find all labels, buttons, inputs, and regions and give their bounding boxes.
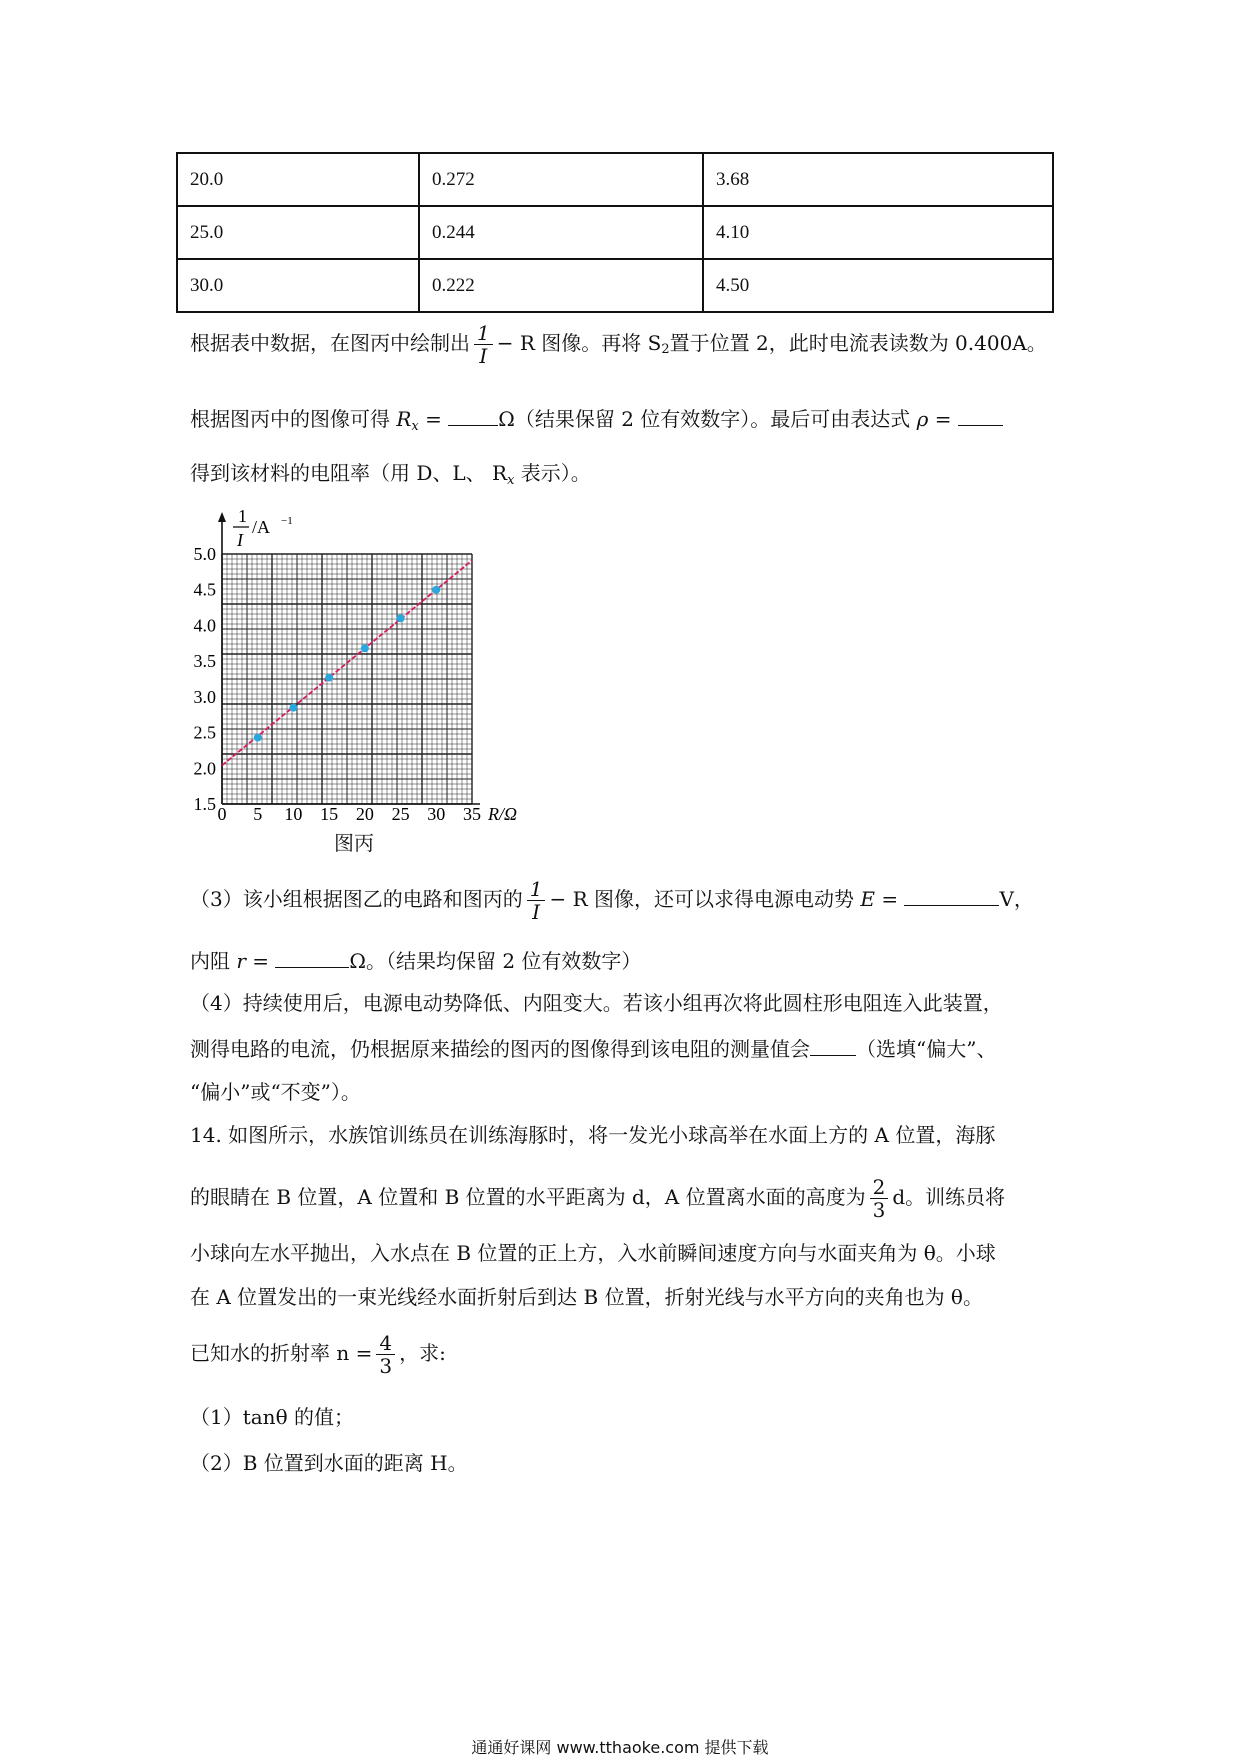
fraction-denominator: 3 [379, 1354, 393, 1378]
table-row [177, 153, 1053, 206]
math-symbol: E [860, 887, 875, 911]
text-span: Ω。（结果均保留 2 位有效数字） [349, 949, 642, 973]
table-row [177, 206, 1053, 259]
fraction-4-over-3 [376, 1332, 395, 1377]
fraction-2-over-3 [870, 1176, 889, 1221]
table-cell: 0.272 [419, 153, 703, 206]
chart-figure [180, 500, 540, 830]
text-span: ，求: [399, 1341, 446, 1365]
math-symbol: R [396, 407, 412, 431]
fraction-numerator: 2 [870, 1176, 889, 1199]
fraction-1-over-i [474, 322, 493, 367]
fraction-numerator: 1 [474, 322, 493, 345]
table-body [177, 153, 1053, 312]
text-span: 表示）。 [514, 461, 591, 485]
y-tick-label: 4.0 [193, 615, 216, 636]
table-cell: 20.0 [177, 153, 419, 206]
table-cell: 0.222 [419, 259, 703, 312]
question-14-subquestion-2: （2）B 位置到水面的距离 H。 [190, 1451, 468, 1475]
paragraph-rx-question [190, 406, 1003, 436]
paragraph-plot-instruction [190, 322, 1047, 367]
question-14-subquestion-1: （1）tanθ 的值； [190, 1405, 354, 1429]
x-tick-label: 5 [253, 804, 263, 824]
question-4-line-2 [190, 1036, 996, 1062]
y-axis-arrow [218, 512, 226, 522]
y-tick-label: 5.0 [193, 544, 216, 564]
data-table [176, 152, 1054, 313]
text-span: = [874, 887, 905, 911]
y-tick-label: 2.5 [193, 722, 216, 743]
y-tick-label: 1.5 [193, 794, 216, 814]
text-span: = [245, 949, 276, 973]
fraction-1-over-i [527, 878, 546, 923]
paragraph-resistivity [190, 460, 591, 490]
answer-blank-measurement[interactable] [810, 1055, 856, 1056]
data-point [254, 734, 262, 742]
answer-blank-rx[interactable] [448, 425, 498, 426]
y-label-superscript: −1 [281, 515, 293, 527]
y-tick-label: 2.0 [193, 758, 216, 779]
text-span: − R 图像。再将 S [496, 331, 662, 355]
question-4-line-1: （4）持续使用后，电源电动势降低、内阻变大。若该小组再次将此圆柱形电阻连入此装置， [190, 991, 1003, 1015]
text-span: d。训练员将 [892, 1185, 1006, 1209]
chart-axes [218, 512, 480, 804]
x-tick-label: 0 [217, 804, 227, 824]
subscript: x [411, 419, 419, 434]
y-axis-label [233, 506, 293, 550]
data-point [432, 586, 440, 594]
chart-caption: 图丙 [334, 831, 374, 855]
x-tick-label: 25 [391, 804, 410, 824]
text-span: （3）该小组根据图乙的电路和图丙的 [190, 887, 523, 911]
x-axis-label: R/Ω [488, 804, 518, 824]
text-span: 测得电路的电流，仍根据原来描绘的图丙的图像得到该电阻的测量值会 [190, 1037, 810, 1061]
answer-blank-internal-resistance[interactable] [275, 967, 349, 968]
fraction-denominator: I [532, 900, 541, 924]
data-point [325, 674, 333, 682]
text-span: 根据表中数据，在图丙中绘制出 [190, 331, 470, 355]
question-14-line-3: 小球向左水平抛出，入水点在 B 位置的正上方，入水前瞬间速度方向与水面夹角为 θ。小球 [190, 1241, 996, 1265]
question-14-line-1: 14. 如图所示，水族馆训练员在训练海豚时，将一发光小球高举在水面上方的 A 位置，海豚 [190, 1123, 996, 1147]
text-span: 内阻 [190, 949, 237, 973]
data-point [361, 644, 369, 652]
data-point [289, 704, 297, 712]
footer-credit: 通通好课网 www.tthaoke.com 提供下载 [471, 1738, 769, 1757]
answer-blank-emf[interactable] [904, 905, 999, 906]
table-cell: 4.50 [703, 259, 1053, 312]
y-label-denominator: I [237, 530, 243, 550]
x-tick-label: 10 [284, 804, 303, 824]
table-cell: 0.244 [419, 206, 703, 259]
text-span: = [418, 407, 449, 431]
x-tick-label: 35 [463, 804, 481, 824]
fraction-denominator: 3 [872, 1198, 886, 1222]
question-3-line-1 [190, 878, 1034, 923]
text-span: 得到该材料的电阻率（用 D、L、 R [190, 461, 508, 485]
question-14-line-2 [190, 1176, 1005, 1221]
math-symbol: ρ [916, 407, 929, 431]
x-tick-label: 15 [320, 804, 339, 824]
table-cell: 25.0 [177, 206, 419, 259]
table-cell: 4.10 [703, 206, 1053, 259]
question-3-line-2 [190, 948, 641, 974]
table-row [177, 259, 1053, 312]
y-label-unit: /A [252, 517, 270, 537]
table-cell: 3.68 [703, 153, 1053, 206]
subscript: x [507, 473, 515, 488]
question-14-line-4: 在 A 位置发出的一束光线经水面折射后到达 B 位置，折射光线与水平方向的夹角也为 θ。 [190, 1285, 983, 1309]
x-tick-label: 20 [355, 804, 374, 824]
text-span: 已知水的折射率 n = [190, 1341, 373, 1365]
text-span: Ω（结果保留 2 位有效数字）。最后可由表达式 [498, 407, 917, 431]
table-cell: 30.0 [177, 259, 419, 312]
text-span: （选填“偏大”、 [856, 1037, 997, 1061]
fraction-numerator: 1 [527, 878, 546, 901]
math-symbol: r [236, 949, 246, 973]
text-span: 置于位置 2，此时电流表读数为 0.400A。 [669, 331, 1047, 355]
text-span: 的眼睛在 B 位置，A 位置和 B 位置的水平距离为 d，A 位置离水面的高度为 [190, 1185, 866, 1209]
data-point [397, 614, 405, 622]
y-label-numerator: 1 [238, 506, 247, 526]
text-span: − R 图像，还可以求得电源电动势 [549, 887, 861, 911]
question-4-line-3: “偏小”或“不变”）。 [190, 1080, 361, 1104]
fraction-denominator: I [479, 344, 488, 368]
y-tick-label: 3.5 [193, 651, 216, 672]
x-tick-label: 30 [427, 804, 446, 824]
answer-blank-rho[interactable] [958, 425, 1003, 426]
y-tick-label: 4.5 [193, 579, 216, 600]
text-span: V， [999, 887, 1034, 911]
text-span: 根据图丙中的图像可得 [190, 407, 397, 431]
question-14-line-5 [190, 1332, 446, 1377]
fraction-numerator: 4 [376, 1332, 395, 1355]
text-span: = [928, 407, 958, 431]
subscript: 2 [661, 342, 670, 357]
y-tick-label: 3.0 [193, 686, 216, 707]
